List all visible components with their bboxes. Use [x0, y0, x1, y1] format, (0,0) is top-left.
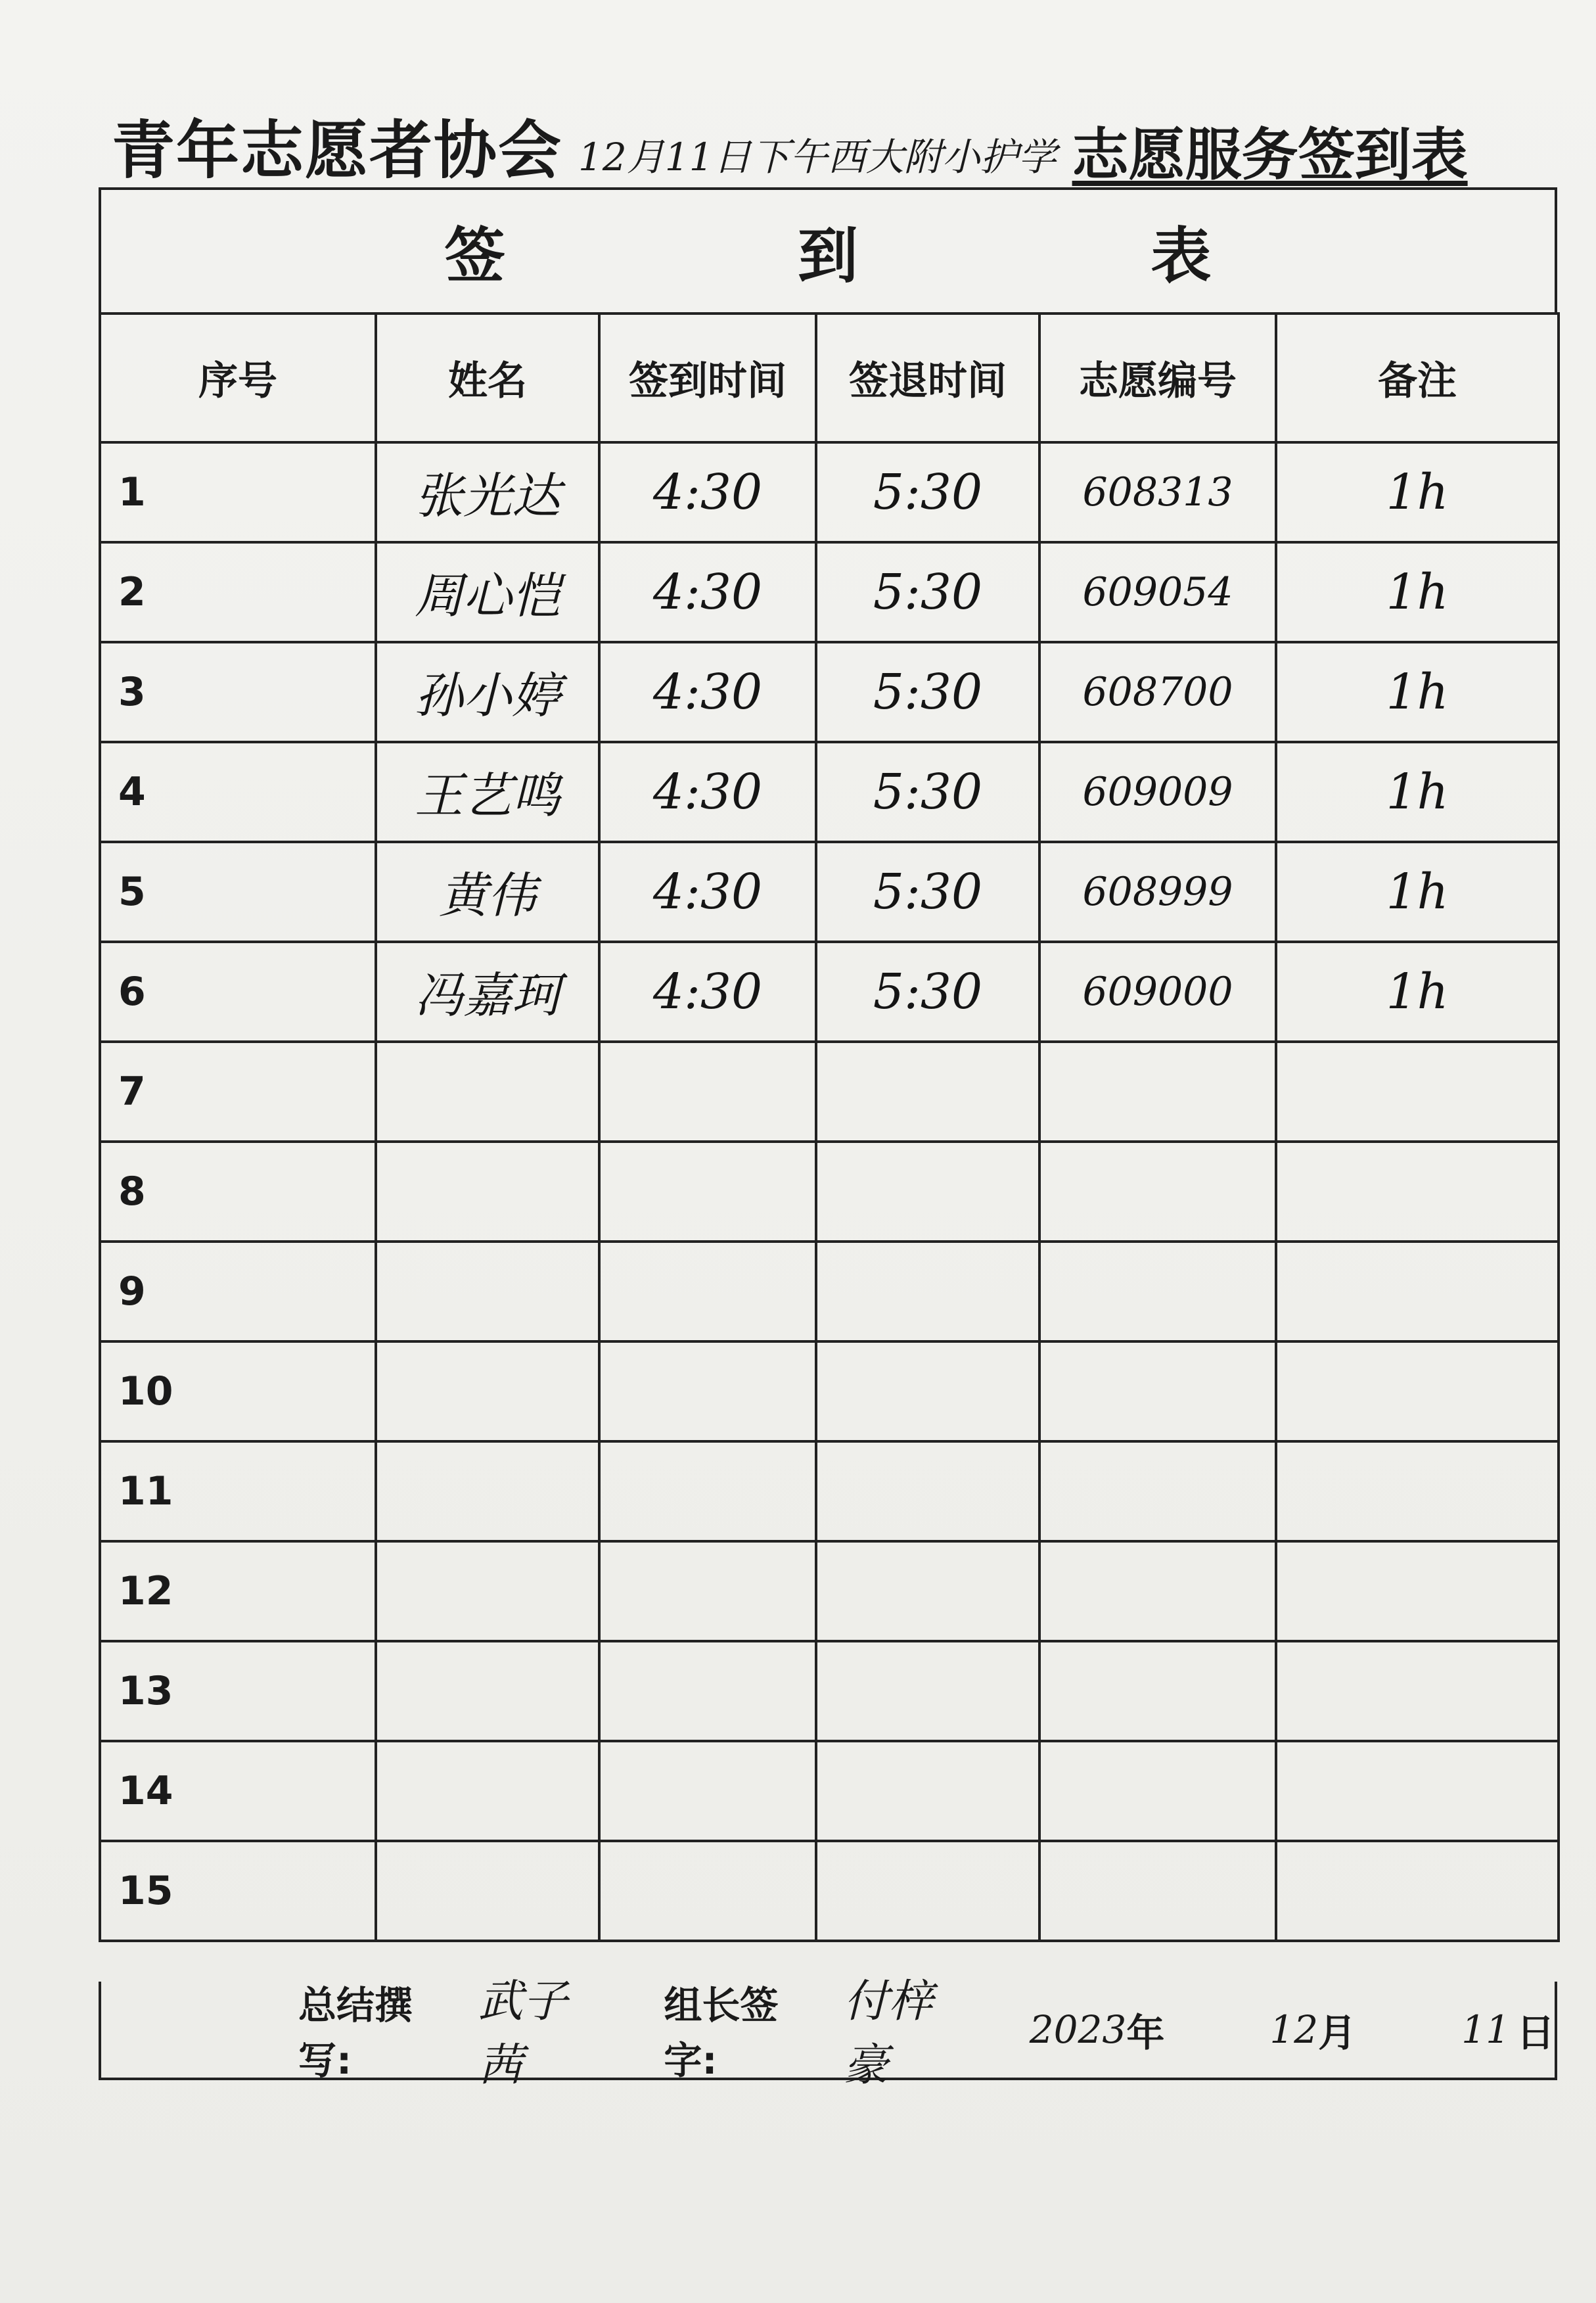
summary-writer-signature: 武子茜: [478, 1976, 568, 2091]
note-cell: 1h: [1276, 842, 1559, 942]
sign-out-time: [816, 1341, 1039, 1441]
volunteer-name: 冯嘉珂: [376, 942, 599, 1042]
table-row: [100, 542, 1559, 642]
note-cell: [1276, 1341, 1559, 1441]
table-body: [100, 442, 1559, 1941]
note-cell: [1276, 1541, 1559, 1641]
table-row: [100, 1841, 1559, 1941]
volunteer-id: 609000: [1039, 942, 1276, 1042]
sign-in-time: 4:30: [599, 842, 816, 942]
column-header-sign-out: 签退时间: [816, 314, 1039, 442]
note-cell: [1276, 1142, 1559, 1242]
note-cell: [1276, 1741, 1559, 1841]
sign-out-time: 5:30: [816, 742, 1039, 842]
sign-out-time: 5:30: [816, 642, 1039, 742]
volunteer-id: 608999: [1039, 842, 1276, 942]
sign-out-time: [816, 1142, 1039, 1242]
volunteer-id: [1039, 1541, 1276, 1641]
sign-in-time: 4:30: [599, 642, 816, 742]
table-row: [100, 842, 1559, 942]
volunteer-name: [376, 1641, 599, 1741]
table-header-row: [100, 314, 1559, 442]
table-subtitle: [99, 187, 1557, 312]
volunteer-name: 周心恺: [376, 542, 599, 642]
row-number: 14: [100, 1741, 376, 1841]
note-cell: 1h: [1276, 942, 1559, 1042]
row-number: 11: [100, 1441, 376, 1541]
note-cell: [1276, 1641, 1559, 1741]
date-year: 2023: [1029, 2007, 1127, 2052]
volunteer-id: [1039, 1741, 1276, 1841]
table-row: [100, 442, 1559, 542]
organization-name: 青年志愿者协会: [112, 114, 562, 187]
note-cell: 1h: [1276, 742, 1559, 842]
volunteer-name: [376, 1042, 599, 1142]
sign-in-time: 4:30: [599, 542, 816, 642]
sign-in-sheet: [99, 20, 1557, 2091]
sign-out-time: [816, 1242, 1039, 1341]
volunteer-name: [376, 1741, 599, 1841]
row-number: 9: [100, 1242, 376, 1341]
sign-in-time: [599, 1441, 816, 1541]
table-row: [100, 1441, 1559, 1541]
volunteer-id: [1039, 1841, 1276, 1941]
table-row: [100, 742, 1559, 842]
column-header-volunteer-id: 志愿编号: [1039, 314, 1276, 442]
document-header: [112, 39, 1544, 191]
signature-footer: [99, 1976, 1557, 2091]
table-row: [100, 1242, 1559, 1341]
subtitle-char: 到: [797, 221, 858, 291]
sign-in-time: [599, 1341, 816, 1441]
leader-signature: 付梓豪: [843, 1976, 933, 2091]
sign-in-time: 4:30: [599, 942, 816, 1042]
row-number: 12: [100, 1541, 376, 1641]
column-header-note: 备注: [1276, 314, 1559, 442]
sign-out-time: [816, 1441, 1039, 1541]
table-row: [100, 1042, 1559, 1142]
subtitle-char: 签: [444, 221, 505, 291]
volunteer-id: 609009: [1039, 742, 1276, 842]
note-cell: [1276, 1441, 1559, 1541]
table-row: [100, 1541, 1559, 1641]
form-title: 志愿服务签到表: [1072, 122, 1468, 188]
table-row: [100, 1341, 1559, 1441]
event-description: 12月11日下午西大附小护学: [578, 135, 1057, 179]
note-cell: [1276, 1242, 1559, 1341]
column-header-name: 姓名: [376, 314, 599, 442]
row-number: 13: [100, 1641, 376, 1741]
sign-in-time: [599, 1541, 816, 1641]
sign-in-time: [599, 1242, 816, 1341]
volunteer-name: 孙小婷: [376, 642, 599, 742]
sign-in-time: 4:30: [599, 742, 816, 842]
volunteer-name: 张光达: [376, 442, 599, 542]
table-row: [100, 1641, 1559, 1741]
volunteer-id: [1039, 1142, 1276, 1242]
volunteer-id: 608313: [1039, 442, 1276, 542]
volunteer-id: [1039, 1441, 1276, 1541]
note-cell: 1h: [1276, 442, 1559, 542]
volunteer-id: [1039, 1042, 1276, 1142]
date-month: 12: [1269, 2007, 1319, 2052]
sign-out-time: [816, 1541, 1039, 1641]
row-number: 4: [100, 742, 376, 842]
volunteer-name: [376, 1242, 599, 1341]
row-number: 10: [100, 1341, 376, 1441]
note-cell: [1276, 1042, 1559, 1142]
sign-in-time: [599, 1142, 816, 1242]
volunteer-id: [1039, 1341, 1276, 1441]
volunteer-name: [376, 1341, 599, 1441]
date-day-unit: 日: [1516, 2011, 1555, 2055]
table-row: [100, 1741, 1559, 1841]
sign-out-time: [816, 1641, 1039, 1741]
volunteer-name: 王艺鸣: [376, 742, 599, 842]
sign-out-time: 5:30: [816, 542, 1039, 642]
note-cell: 1h: [1276, 542, 1559, 642]
sign-in-time: [599, 1042, 816, 1142]
sign-out-time: [816, 1741, 1039, 1841]
sign-in-time: [599, 1741, 816, 1841]
sign-in-table: [99, 312, 1560, 1942]
leader-signature-label: 组长签字:: [664, 1983, 779, 2083]
row-number: 15: [100, 1841, 376, 1941]
volunteer-name: [376, 1441, 599, 1541]
date-day: 11: [1461, 2007, 1510, 2052]
sign-in-time: 4:30: [599, 442, 816, 542]
sign-in-time: [599, 1641, 816, 1741]
column-header-number: 序号: [100, 314, 376, 442]
volunteer-name: [376, 1541, 599, 1641]
row-number: 1: [100, 442, 376, 542]
sign-out-time: 5:30: [816, 842, 1039, 942]
table-row: [100, 942, 1559, 1042]
sign-out-time: [816, 1841, 1039, 1941]
row-number: 3: [100, 642, 376, 742]
column-header-sign-in: 签到时间: [599, 314, 816, 442]
row-number: 8: [100, 1142, 376, 1242]
subtitle-char: 表: [1151, 221, 1212, 291]
sign-in-time: [599, 1841, 816, 1941]
date-month-unit: 月: [1318, 2011, 1357, 2055]
volunteer-id: [1039, 1242, 1276, 1341]
volunteer-name: [376, 1142, 599, 1242]
row-number: 2: [100, 542, 376, 642]
sign-out-time: 5:30: [816, 942, 1039, 1042]
sign-out-time: 5:30: [816, 442, 1039, 542]
date-year-unit: 年: [1126, 2011, 1165, 2055]
table-row: [100, 1142, 1559, 1242]
volunteer-id: [1039, 1641, 1276, 1741]
volunteer-name: 黄伟: [376, 842, 599, 942]
note-cell: [1276, 1841, 1559, 1941]
summary-writer-label: 总结撰写:: [298, 1983, 413, 2083]
row-number: 6: [100, 942, 376, 1042]
note-cell: 1h: [1276, 642, 1559, 742]
table-row: [100, 642, 1559, 742]
volunteer-id: 608700: [1039, 642, 1276, 742]
volunteer-id: 609054: [1039, 542, 1276, 642]
sign-out-time: [816, 1042, 1039, 1142]
row-number: 7: [100, 1042, 376, 1142]
row-number: 5: [100, 842, 376, 942]
volunteer-name: [376, 1841, 599, 1941]
